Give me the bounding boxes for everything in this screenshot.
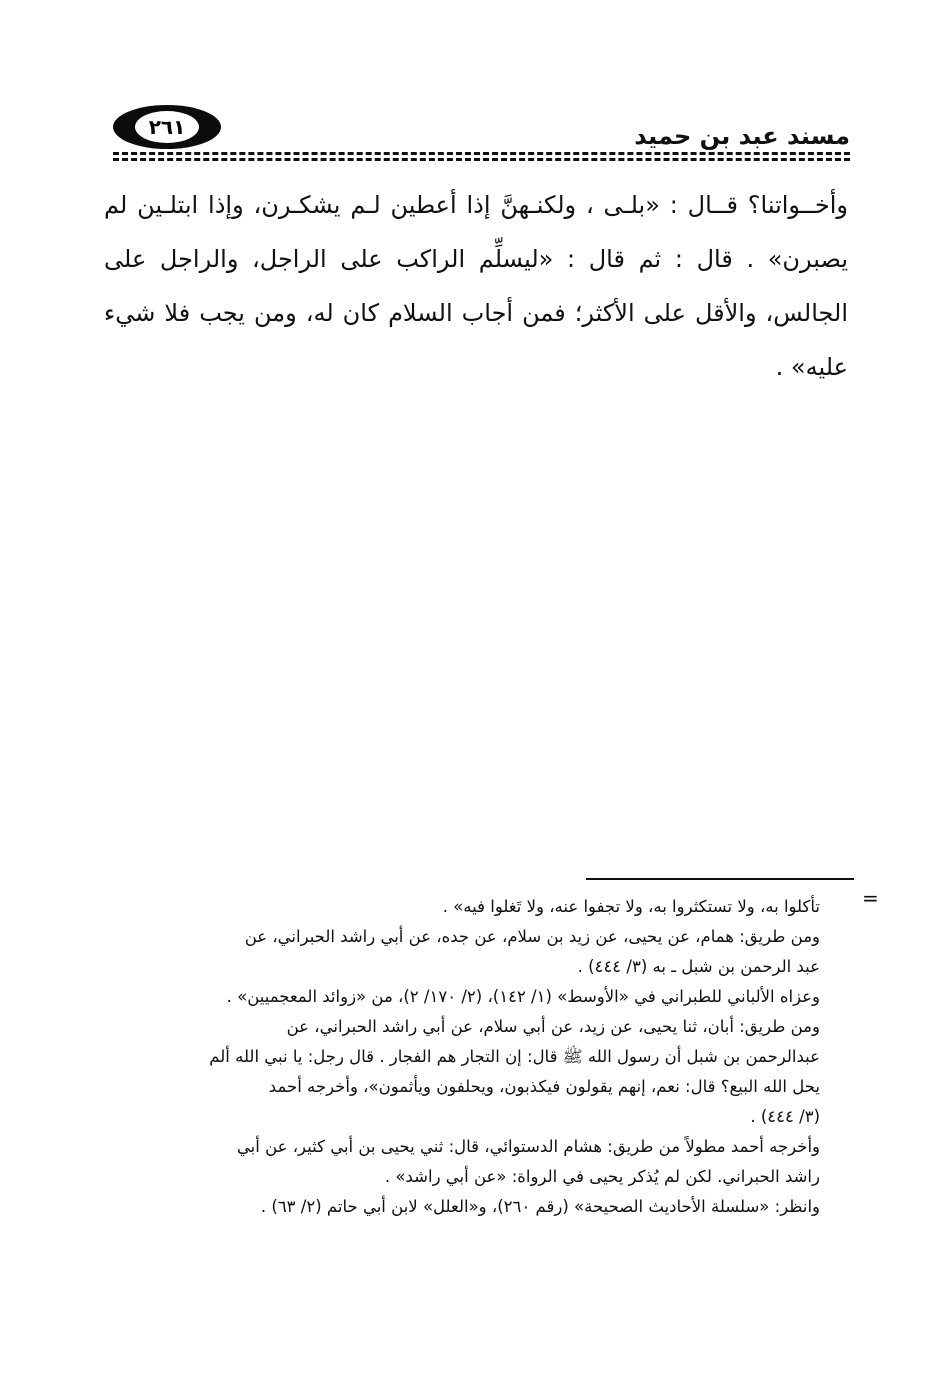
footnotes [112,892,820,1222]
footnote-line: يحل الله البيع؟ قال: نعم، إنهم يقولون فيكذبون، ويحلفون ويأثمون»، وأخرجه أحمد [268,1077,820,1096]
page-number-badge [113,105,221,149]
main-paragraph: وأخــواتنا؟ قــال : «بلـى ، ولكنـهنَّ إذا أعطين لـم يشكـرن، وإذا ابتلـين لم يصبرن» . قال : ثم قال : «ليسلِّم الراكب على الراجل، والراجل على الجالس، والأقل على الأكثر؛ فمن أجاب السلام كان له، ومن يجب فلا شيء عليه» . [104,191,848,381]
footnote-line: تأكلوا به، ولا تستكثروا به، ولا تجفوا عنه، ولا تَغلوا فيه» . [442,897,820,916]
running-title: مسند عبد بن حميد [634,122,850,150]
footnote-continuation-mark: = [862,886,879,910]
footnote-line: وأخرجه أحمد مطولاً من طريق: هشام الدستوائي، قال: ثني يحيى بن أبي كثير، عن أبي [236,1137,820,1156]
page-header [105,100,850,168]
footnote-line: عبدالرحمن بن شبل أن رسول الله ﷺ قال: إن التجار هم الفجار . قال رجل: يا نبي الله ألم [209,1047,820,1066]
footnote-line: وانظر: «سلسلة الأحاديث الصحيحة» (رقم ٢٦٠)، و«العلل» لابن أبي حاتم (٢/ ٦٣) . [260,1197,820,1216]
footnote-rule [586,878,854,880]
footnote-line: ومن طريق: همام، عن يحيى، عن زيد بن سلام، عن جده، عن أبي راشد الحبراني، عن [244,927,820,946]
footnote-line: عبد الرحمن بن شبل ـ به (٣/ ٤٤٤) . [577,957,820,976]
footnote-line: (٣/ ٤٤٤) . [750,1107,820,1126]
footnote-line: ومن طريق: أبان، ثنا يحيى، عن زيد، عن أبي سلام، عن أبي راشد الحبراني، عن [286,1017,820,1036]
header-rule-secondary [113,158,850,161]
page-number: ٢٦١ [135,111,199,143]
header-rule [113,152,850,155]
footnote-line: راشد الحبراني. لكن لم يُذكر يحيى في الرواة: «عن أبي راشد» . [384,1167,820,1186]
footnote-line: وعزاه الألباني للطبراني في «الأوسط» (١/ ١٤٢)، (٢/ ١٧٠/ ٢)، من «زوائد المعجميين» . [226,987,820,1006]
